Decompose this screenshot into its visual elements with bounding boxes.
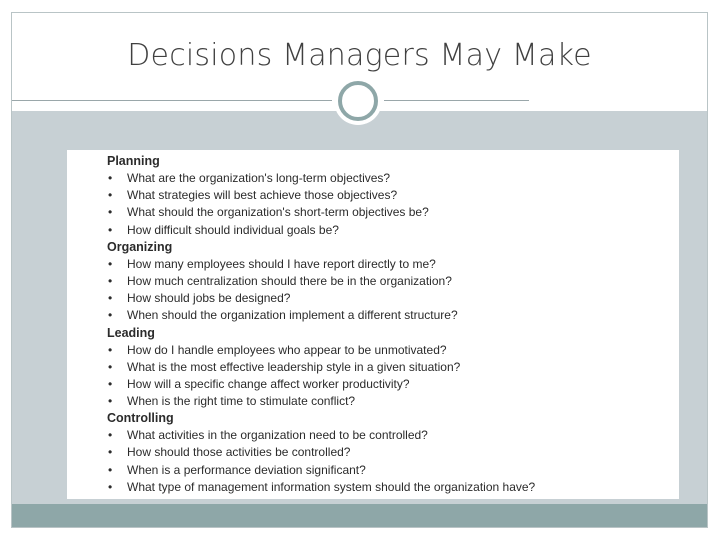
bullet-icon: • [108, 428, 113, 443]
list-item: • How much centralization should there be in the organization? [107, 273, 679, 290]
list-item: • When is a performance deviation significant? [107, 462, 679, 479]
list-item: • When is the right time to stimulate conflict? [107, 393, 679, 410]
bullet-icon: • [108, 171, 113, 185]
list-item: • What are the organization's long-term objectives? [107, 170, 679, 187]
decision-list-panel [67, 150, 679, 499]
list-item: • What is the most effective leadership style in a given situation? [107, 359, 679, 376]
slide [11, 12, 708, 528]
bullet-icon: • [108, 291, 113, 306]
list-item: • How do I handle employees who appear to be unmotivated? [107, 342, 679, 359]
section-heading: Leading [107, 325, 155, 340]
bullet-icon: • [108, 359, 113, 374]
list-item: • What type of management information system should the organization have? [107, 479, 679, 496]
question-list [107, 170, 679, 239]
bullet-icon: • [108, 256, 113, 271]
list-item: • How should those activities be controlled? [107, 444, 679, 461]
bullet-icon: • [108, 479, 113, 494]
list-item: • What strategies will best achieve those objectives? [107, 187, 679, 204]
list-item: • What activities in the organization need to be controlled? [107, 427, 679, 444]
section-planning [107, 153, 679, 239]
list-item: • How difficult should individual goals be? [107, 222, 679, 239]
section-organizing [107, 239, 679, 325]
bullet-icon: • [108, 188, 113, 203]
list-item: • How should jobs be designed? [107, 290, 679, 307]
list-item: • When should the organization implement a different structure? [107, 307, 679, 324]
bullet-icon: • [108, 308, 113, 323]
section-heading: Controlling [107, 411, 174, 426]
bullet-icon: • [108, 222, 113, 237]
section-leading [107, 325, 679, 411]
question-list [107, 342, 679, 411]
bullet-icon: • [108, 394, 113, 409]
list-item: • How will a specific change affect worker productivity? [107, 376, 679, 393]
title-divider-left [12, 100, 332, 101]
list-item: • What should the organization's short-term objectives be? [107, 204, 679, 221]
question-list [107, 427, 679, 496]
bullet-icon: • [108, 462, 113, 477]
section-heading: Planning [107, 154, 160, 168]
bottom-accent-bar [12, 504, 707, 527]
circle-ornament-icon [338, 81, 378, 121]
bullet-icon: • [108, 273, 113, 288]
section-controlling [107, 410, 679, 496]
title-divider-right [384, 100, 529, 101]
bullet-icon: • [108, 342, 113, 357]
section-heading: Organizing [107, 239, 173, 254]
bullet-icon: • [108, 376, 113, 391]
bullet-icon: • [108, 445, 113, 460]
list-item: • How many employees should I have report directly to me? [107, 256, 679, 273]
question-list [107, 256, 679, 325]
bullet-icon: • [108, 205, 113, 220]
slide-title: Decisions Managers May Make [127, 37, 592, 73]
